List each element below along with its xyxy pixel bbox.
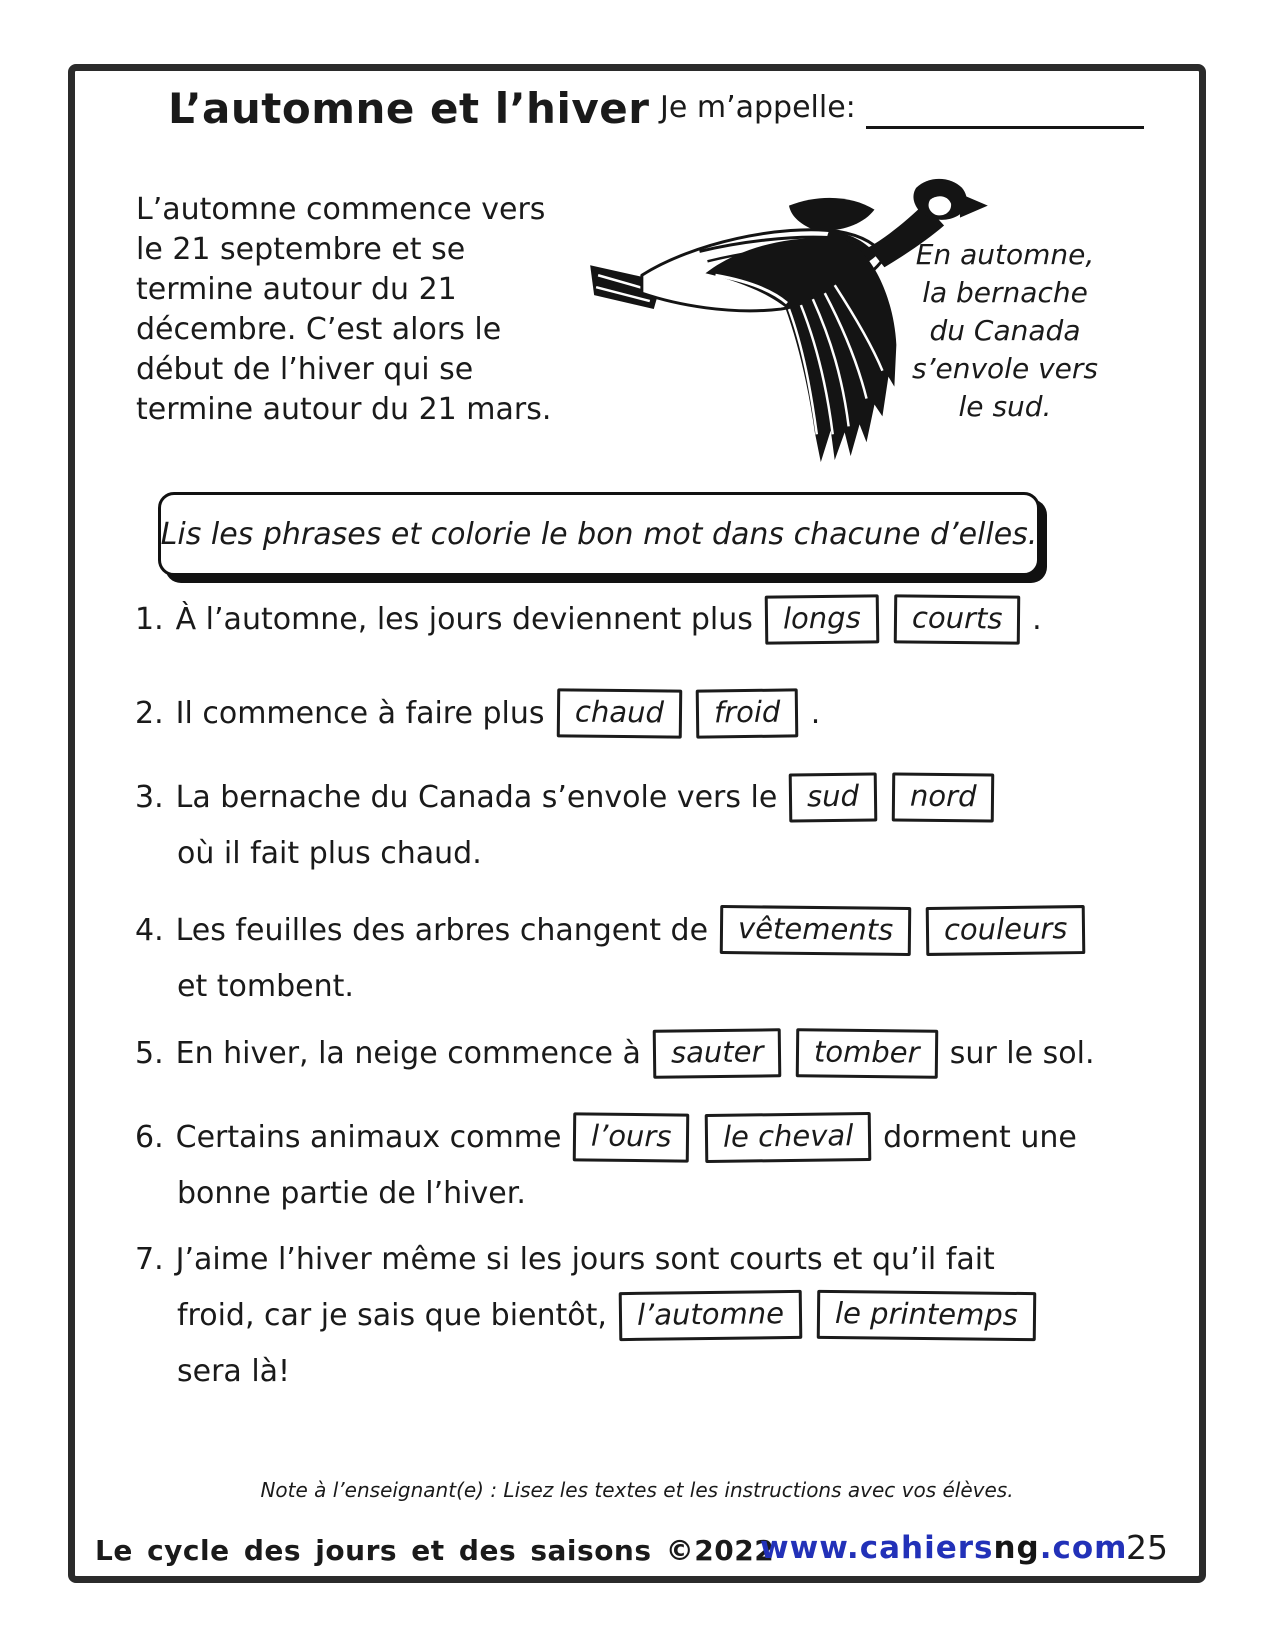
instruction-text: Lis les phrases et colorie le bon mot dans chacune d’elles. [160,516,1038,552]
choice-box[interactable]: sauter [653,1028,782,1079]
exercise-text: bonne partie de l’hiver. [177,1175,526,1211]
choice-box[interactable]: froid [696,688,799,738]
exercise-2 [135,686,820,740]
choice-box[interactable]: tomber [796,1028,938,1078]
url-part: www.cahiers [760,1530,994,1566]
choice-box[interactable]: vêtements [720,905,912,956]
exercise-7 [135,1236,1036,1394]
caption-line: la bernache [922,276,1088,309]
exercise-5 [135,1026,1095,1080]
exercise-text: À l’automne, les jours deviennent plus [175,601,753,637]
exercise-text: dorment une [883,1119,1077,1155]
choice-box[interactable]: le printemps [817,1289,1036,1340]
choice-box[interactable]: le cheval [705,1111,872,1162]
choice-box[interactable]: couleurs [926,905,1086,956]
caption-line: du Canada [929,314,1081,347]
choice-box[interactable]: sud [789,772,877,822]
exercise-number: 1. [135,601,164,637]
name-label: Je m’appelle: [660,90,856,125]
teacher-note: Note à l’enseignant(e) : Lisez les textes et les instructions avec vos élèves. [260,1478,1014,1502]
caption-line: le sud. [958,390,1052,423]
footer-website-link[interactable] [760,1530,1128,1566]
intro-line: L’automne commence vers [136,192,546,227]
caption-line: En automne, [915,238,1095,271]
exercise-text: sur le sol. [949,1035,1095,1071]
choice-box[interactable]: chaud [556,688,681,738]
url-part: .com [1039,1530,1128,1566]
exercise-text: . [810,695,821,731]
intro-line: le 21 septembre et se [136,232,466,267]
exercise-number: 7. [135,1241,164,1277]
exercise-4 [135,903,1086,1009]
exercise-number: 5. [135,1035,164,1071]
exercise-text: Il commence à faire plus [175,695,545,731]
intro-line: décembre. C’est alors le [136,312,502,347]
exercise-text: et tombent. [177,968,354,1004]
exercise-number: 2. [135,695,164,731]
exercise-6 [135,1110,1077,1216]
instruction-box [158,492,1040,576]
footer-series-title: Le cycle des jours et des saisons ©2022 [95,1534,775,1567]
exercise-number: 3. [135,779,164,815]
exercise-number: 6. [135,1119,164,1155]
name-fill-in-line[interactable] [866,94,1144,129]
exercise-1 [135,592,1042,646]
exercise-text: J’aime l’hiver même si les jours sont courts et qu’il fait [175,1241,995,1277]
intro-line: termine autour du 21 mars. [136,392,552,427]
page-number: 25 [1126,1528,1168,1567]
exercise-text: Les feuilles des arbres changent de [175,912,709,948]
intro-paragraph [136,190,551,430]
choice-box[interactable]: longs [765,594,879,644]
choice-box[interactable]: nord [892,772,995,822]
exercise-text: La bernache du Canada s’envole vers le [175,779,778,815]
exercise-text: sera là! [177,1353,291,1389]
intro-line: termine autour du 21 [136,272,457,307]
choice-box[interactable]: l’automne [619,1289,803,1340]
exercise-text: . [1032,601,1042,637]
goose-caption [896,236,1114,426]
exercise-3 [135,770,995,876]
caption-line: s’envole vers [912,352,1098,385]
choice-box[interactable]: l’ours [573,1112,690,1162]
exercise-text: froid, car je sais que bientôt, [177,1297,607,1333]
exercise-text: où il fait plus chaud. [177,835,482,871]
choice-box[interactable]: courts [893,594,1020,644]
page-title: L’automne et l’hiver [168,84,650,133]
url-part: ng [993,1530,1040,1566]
intro-line: début de l’hiver qui se [136,352,474,387]
exercise-text: En hiver, la neige commence à [175,1035,641,1071]
exercise-number: 4. [135,912,164,948]
exercise-text: Certains animaux comme [175,1119,562,1155]
